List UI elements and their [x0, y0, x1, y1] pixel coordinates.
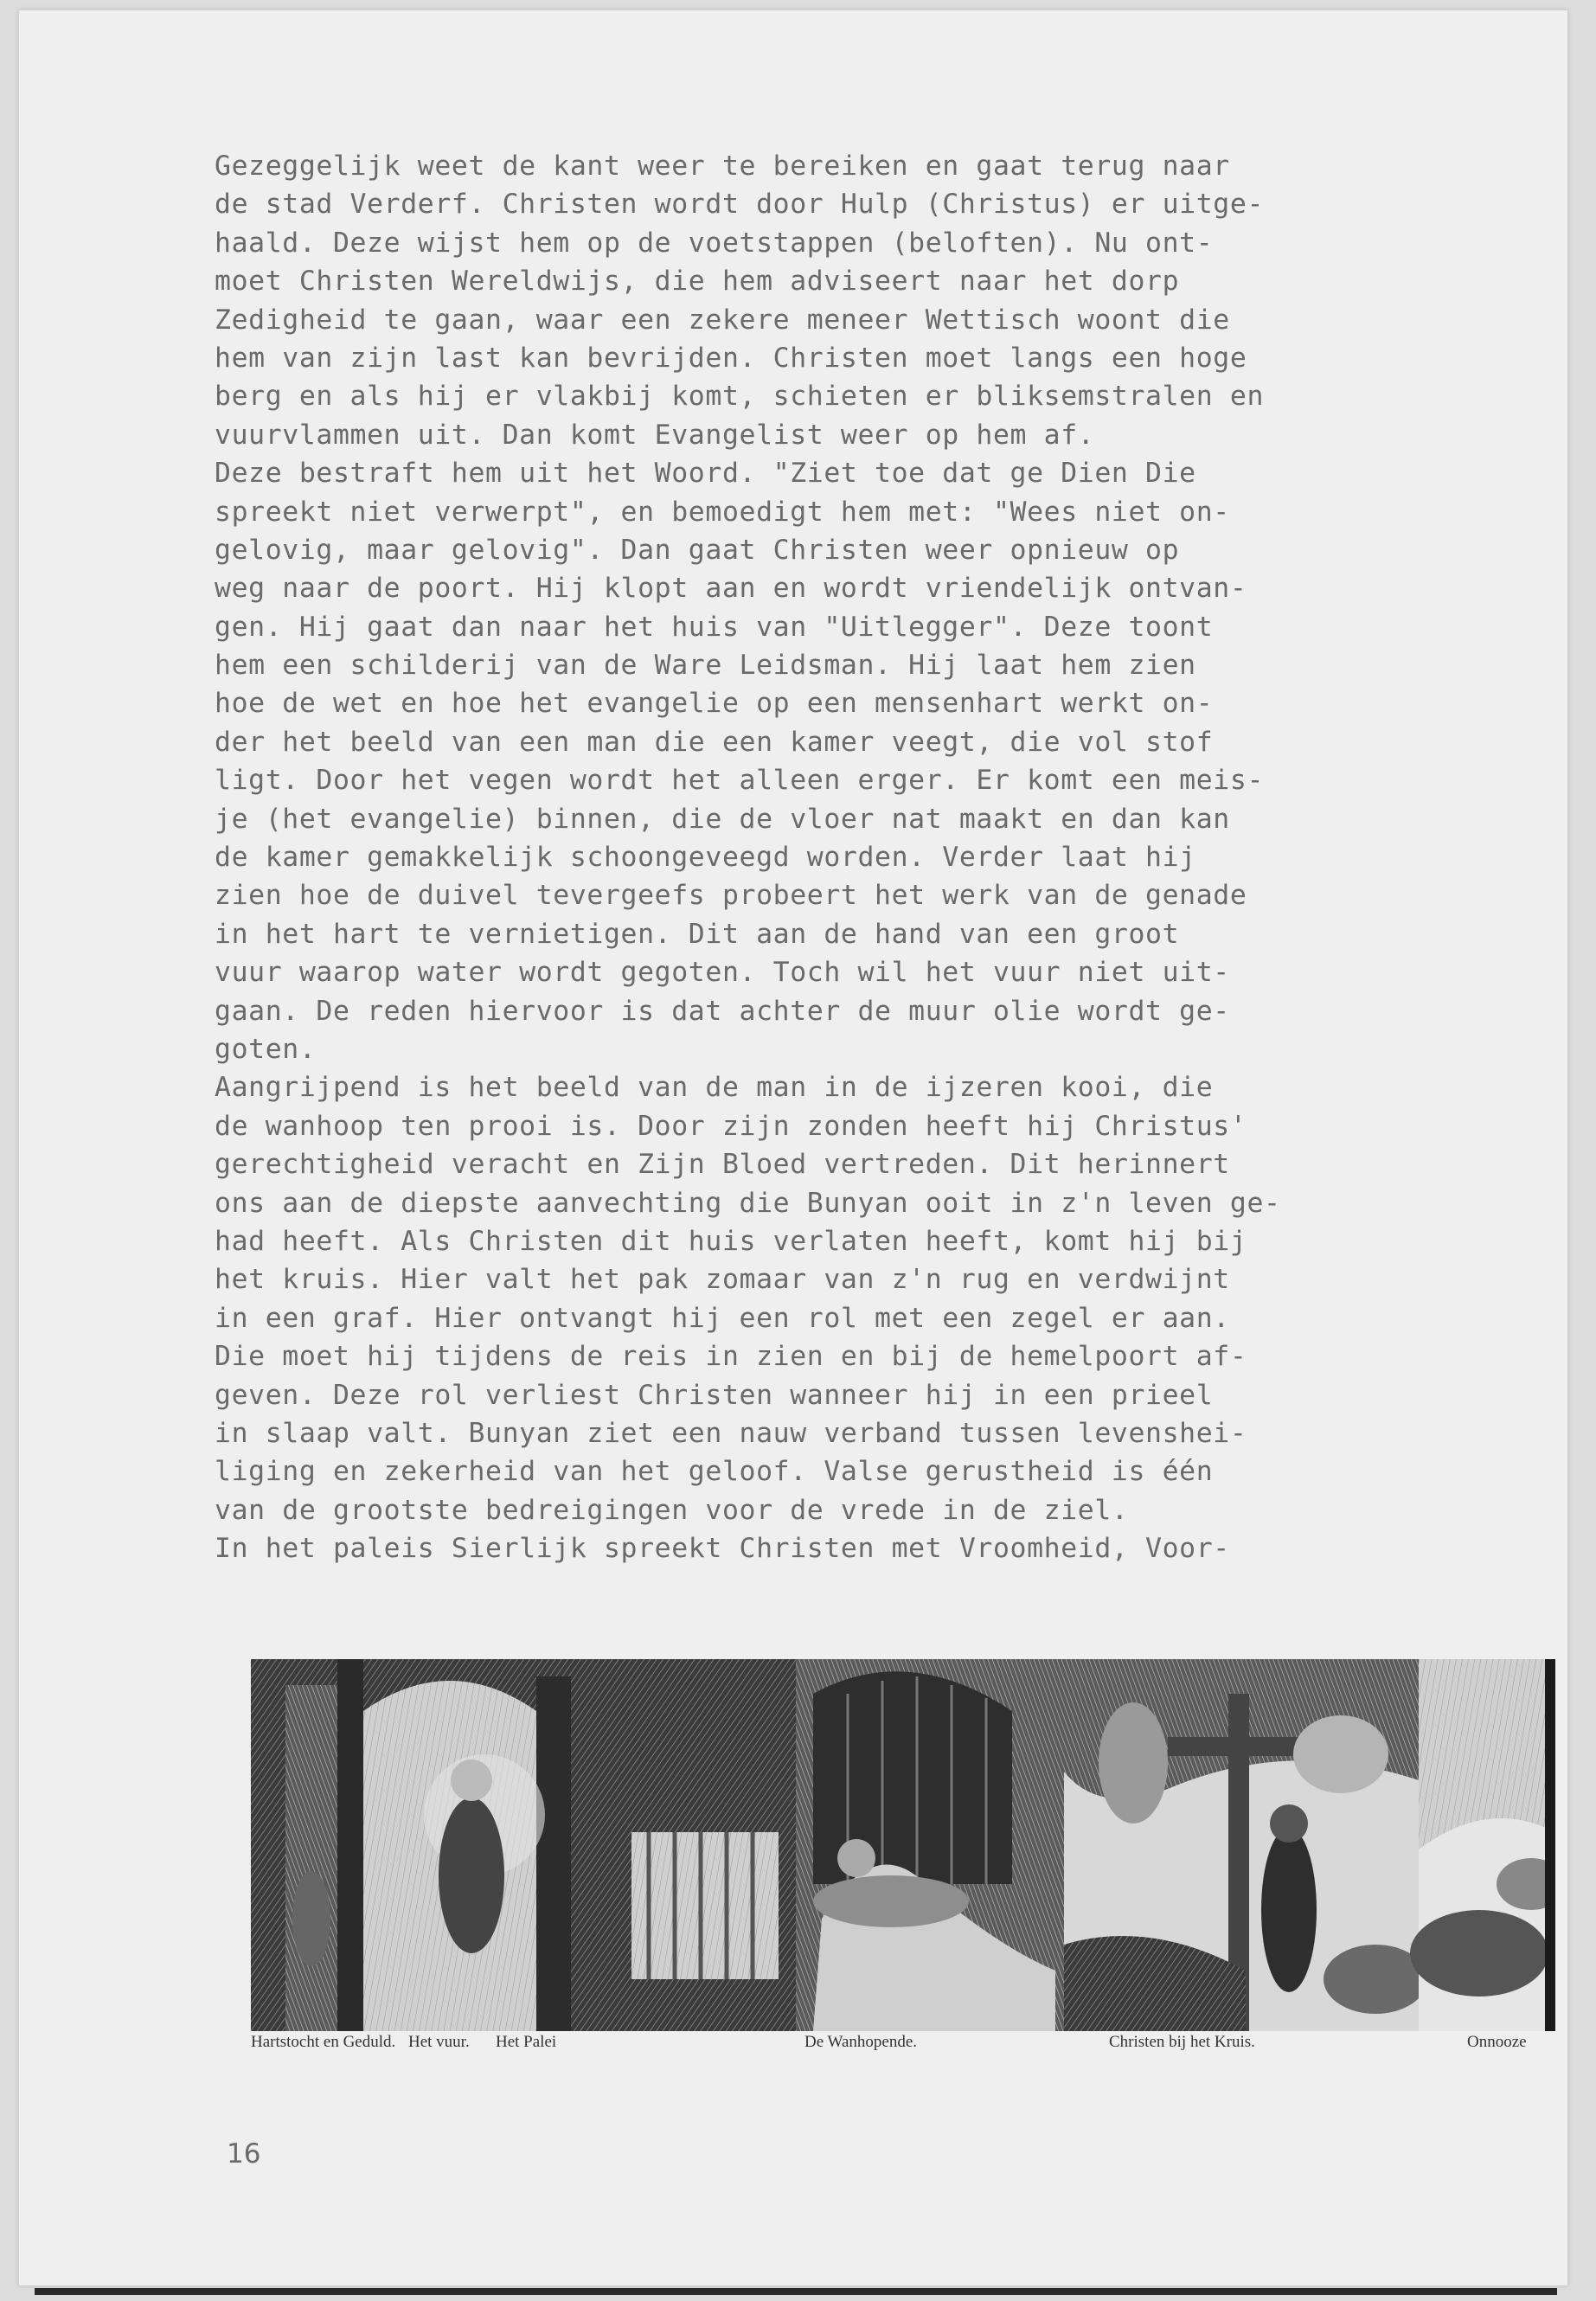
- text-line: de wanhoop ten prooi is. Door zijn zonden heeft hij Christus': [215, 1110, 1247, 1142]
- text-line: in een graf. Hier ontvangt hij een rol met een zegel er aan.: [215, 1302, 1230, 1334]
- caption-kruis: Christen bij het Kruis.: [1109, 2033, 1255, 2051]
- text-line: gelovig, maar gelovig". Dan gaat Christen weer opnieuw op: [215, 534, 1180, 566]
- text-line: weg naar de poort. Hij klopt aan en wordt vriendelijk ontvan-: [215, 573, 1247, 605]
- text-line: berg en als hij er vlakbij komt, schieten er bliksemstralen en: [215, 381, 1265, 413]
- text-line: gerechtigheid veracht en Zijn Bloed vertreden. Dit herinnert: [215, 1149, 1230, 1181]
- text-line: Gezeggelijk weet de kant weer te bereiken en gaat terug naar: [215, 151, 1230, 182]
- caption-hartstocht: Hartstocht en Geduld.: [251, 2033, 396, 2051]
- text-line: spreekt niet verwerpt", en bemoedigt hem met: "Wees niet on-: [215, 496, 1230, 528]
- text-line: Aangrijpend is het beeld van de man in de ijzeren kooi, die: [215, 1072, 1214, 1104]
- text-line: gaan. De reden hiervoor is dat achter de muur olie wordt ge-: [215, 995, 1230, 1027]
- text-line: in slaap valt. Bunyan ziet een nauw verband tussen levenshei-: [215, 1417, 1247, 1449]
- text-line: Deze bestraft hem uit het Woord. "Ziet toe dat ge Dien Die: [215, 458, 1196, 490]
- text-line: Zedigheid te gaan, waar een zekere meneer Wettisch woont die: [215, 304, 1230, 336]
- caption-vuur: Het vuur.: [408, 2033, 470, 2051]
- text-line: liging en zekerheid van het geloof. Valse gerustheid is één: [215, 1456, 1214, 1488]
- page-number: 16: [227, 2138, 261, 2170]
- text-line: het kruis. Hier valt het pak zomaar van z'n rug en verdwijnt: [215, 1264, 1230, 1296]
- text-line: van de grootste bedreigingen voor de vrede in de ziel.: [215, 1494, 1129, 1526]
- text-line: zien hoe de duivel tevergeefs probeert het werk van de genade: [215, 880, 1247, 912]
- text-line: In het paleis Sierlijk spreekt Christen met Vroomheid, Voor-: [215, 1533, 1230, 1565]
- text-line: in het hart te vernietigen. Dit aan de hand van een groot: [215, 918, 1180, 950]
- text-line: de stad Verderf. Christen wordt door Hulp (Christus) er uitge-: [215, 189, 1265, 221]
- text-line: der het beeld van een man die een kamer veegt, die vol stof: [215, 726, 1214, 758]
- scan-edge-bar: [35, 2288, 1557, 2295]
- text-line: gen. Hij gaat dan naar het huis van "Uitlegger". Deze toont: [215, 611, 1214, 643]
- illustration-captions: [251, 2033, 1555, 2055]
- text-line: hoe de wet en hoe het evangelie op een mensenhart werkt on-: [215, 688, 1214, 720]
- text-line: hem van zijn last kan bevrijden. Christen moet langs een hoge: [215, 342, 1247, 374]
- engraving-strip: [251, 1659, 1555, 2031]
- text-line: hem een schilderij van de Ware Leidsman. Hij laat hem zien: [215, 650, 1196, 682]
- body-text: [215, 147, 1460, 1567]
- caption-wanhopende: De Wanhopende.: [804, 2033, 918, 2051]
- text-line: haald. Deze wijst hem op de voetstappen (beloften). Nu ont-: [215, 227, 1214, 259]
- text-line: je (het evangelie) binnen, die de vloer nat maakt en dan kan: [215, 803, 1230, 835]
- text-line: de kamer gemakkelijk schoongeveegd worden. Verder laat hij: [215, 842, 1196, 874]
- engraving-illustration: [251, 1659, 1555, 2031]
- text-line: goten.: [215, 1033, 317, 1065]
- text-line: had heeft. Als Christen dit huis verlaten heeft, komt hij bij: [215, 1225, 1247, 1257]
- text-line: ons aan de diepste aanvechting die Bunyan ooit in z'n leven ge-: [215, 1187, 1281, 1219]
- caption-paleis: Het Palei: [496, 2033, 557, 2051]
- text-line: vuur waarop water wordt gegoten. Toch wil het vuur niet uit-: [215, 957, 1230, 989]
- text-line: ligt. Door het vegen wordt het alleen erger. Er komt een meis-: [215, 765, 1265, 797]
- text-line: vuurvlammen uit. Dan komt Evangelist weer op hem af.: [215, 419, 1095, 451]
- text-line: moet Christen Wereldwijs, die hem adviseert naar het dorp: [215, 266, 1180, 298]
- text-line: Die moet hij tijdens de reis in zien en bij de hemelpoort af-: [215, 1341, 1247, 1373]
- text-line: geven. Deze rol verliest Christen wanneer hij in een prieel: [215, 1379, 1214, 1411]
- caption-onnoozel: Onnooze: [1467, 2033, 1527, 2051]
